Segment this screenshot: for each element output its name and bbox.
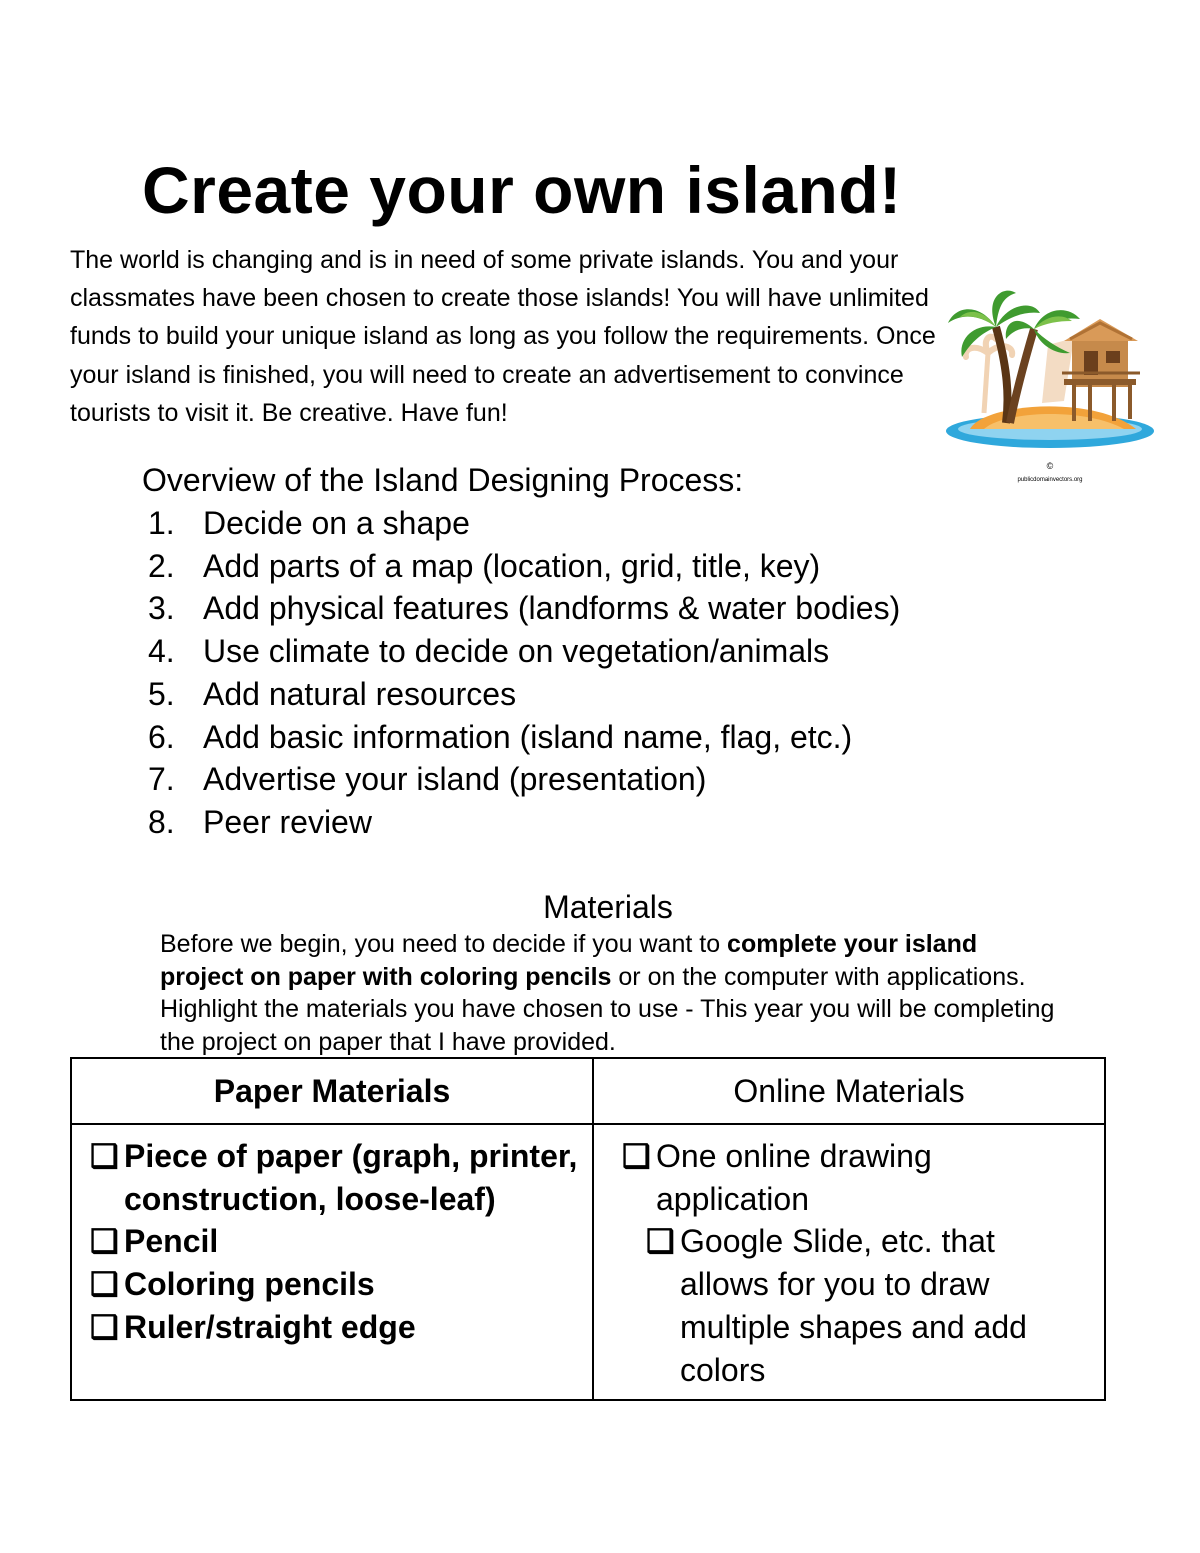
checklist-item-label: Coloring pencils bbox=[124, 1266, 375, 1303]
checklist-item bbox=[90, 1263, 580, 1306]
checklist-item-label: Piece of paper (graph, printer, construction, loose-leaf) bbox=[124, 1138, 578, 1217]
checklist-item-label: One online drawing application bbox=[656, 1138, 932, 1217]
step-item bbox=[142, 673, 900, 716]
step-item bbox=[142, 758, 900, 801]
overview-heading: Overview of the Island Designing Process: bbox=[142, 462, 744, 498]
checklist-item bbox=[90, 1135, 580, 1220]
materials-intro-start: Before we begin, you need to decide if you want to bbox=[160, 930, 728, 958]
step-item bbox=[142, 716, 900, 759]
step-number: 2. bbox=[148, 547, 175, 584]
step-number: 6. bbox=[148, 718, 175, 755]
online-materials-list bbox=[622, 1135, 1092, 1220]
step-text: Advertise your island (presentation) bbox=[203, 761, 707, 798]
step-item bbox=[142, 630, 900, 673]
checklist-item-label: Ruler/straight edge bbox=[124, 1308, 416, 1345]
step-number: 1. bbox=[148, 505, 175, 541]
checklist-subitem bbox=[646, 1220, 1092, 1391]
step-text: Add parts of a map (location, grid, title, key) bbox=[203, 547, 821, 584]
checklist-item bbox=[622, 1135, 1092, 1220]
paper-materials-header: Paper Materials bbox=[71, 1058, 593, 1124]
step-text: Peer review bbox=[203, 803, 372, 840]
step-text: Use climate to decide on vegetation/animals bbox=[203, 633, 830, 670]
step-item bbox=[142, 545, 900, 588]
step-text: Add physical features (landforms & water bodies) bbox=[203, 590, 901, 627]
step-item bbox=[142, 801, 900, 844]
materials-heading: Materials bbox=[543, 889, 673, 925]
checkbox-icon[interactable]: ❑ bbox=[646, 1223, 675, 1260]
intro-paragraph: The world is changing and is in need of some private islands. You and your classmates have been chosen to create those islands! You will have unlimited funds to build your unique island as long as you follow the requirements. Once your island is finished, you will need to create an advertisement to convince tourists to visit it. Be creative. Have fun! bbox=[70, 246, 936, 427]
checkbox-icon[interactable]: ❑ bbox=[90, 1308, 119, 1345]
checkbox-icon[interactable]: ❑ bbox=[90, 1223, 119, 1260]
process-steps-list bbox=[142, 502, 900, 844]
step-item bbox=[142, 502, 900, 545]
step-number: 5. bbox=[148, 675, 175, 712]
checkbox-icon[interactable]: ❑ bbox=[90, 1138, 119, 1174]
paper-materials-cell bbox=[71, 1124, 593, 1400]
step-number: 8. bbox=[148, 803, 175, 840]
page-title: Create your own island! bbox=[142, 153, 902, 227]
checklist-item-label: Pencil bbox=[124, 1223, 219, 1260]
checklist-subitem-label: Google Slide, etc. that allows for you to draw multiple shapes and add colors bbox=[680, 1223, 1027, 1388]
online-materials-header: Online Materials bbox=[593, 1058, 1105, 1124]
step-text: Decide on a shape bbox=[203, 505, 470, 541]
checklist-item bbox=[90, 1220, 580, 1263]
step-text: Add basic information (island name, flag, etc.) bbox=[203, 718, 853, 755]
step-number: 7. bbox=[148, 761, 175, 798]
checklist-item bbox=[90, 1306, 580, 1349]
materials-intro-emphasis: complete your island project on paper with coloring pencils bbox=[160, 930, 978, 991]
materials-intro-end: or on the computer with applications. Highlight the materials you have chosen to use - This year you will be completing the project on paper that I have provided. bbox=[160, 962, 1055, 1056]
step-text: Add natural resources bbox=[203, 675, 517, 712]
online-materials-cell bbox=[593, 1124, 1105, 1400]
paper-materials-list bbox=[90, 1135, 580, 1349]
checkbox-icon[interactable]: ❑ bbox=[90, 1266, 119, 1303]
step-number: 3. bbox=[148, 590, 175, 627]
online-materials-sublist bbox=[622, 1220, 1092, 1391]
checkbox-icon[interactable]: ❑ bbox=[622, 1138, 651, 1174]
credit-symbol: © bbox=[1046, 461, 1054, 471]
step-item bbox=[142, 587, 900, 630]
materials-intro bbox=[160, 928, 1060, 1058]
step-number: 4. bbox=[148, 633, 175, 670]
materials-table bbox=[70, 1057, 1106, 1401]
island-illustration bbox=[944, 283, 1156, 488]
credit-text: publicdomainvectors.org bbox=[1017, 477, 1083, 483]
